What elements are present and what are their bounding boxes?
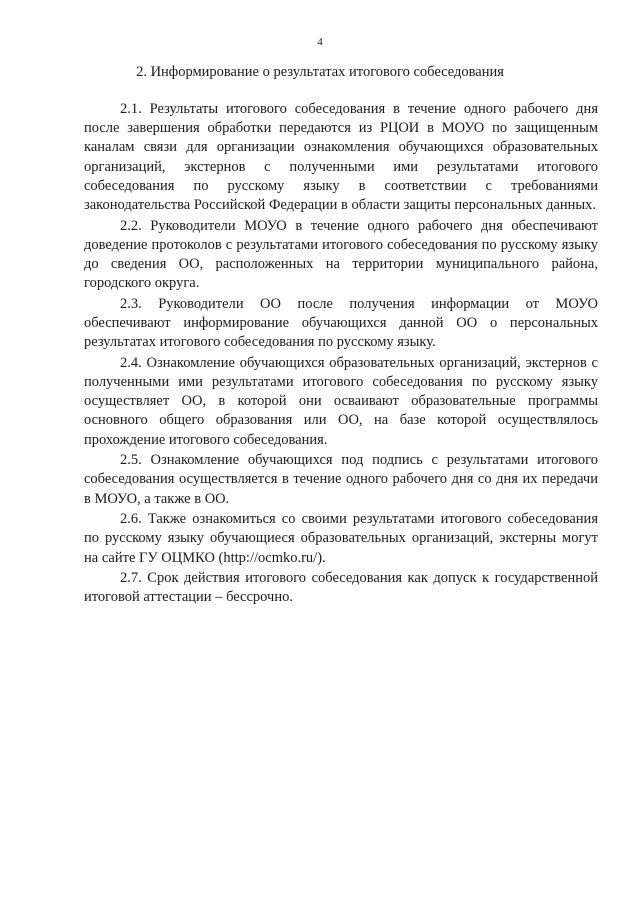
page-number: 4 <box>317 36 323 48</box>
paragraph-2-5: 2.5. Ознакомление обучающихся под подпись с результатами итогового собеседования осуществляется в течение одного рабочего дня со дня их передачи в МОУО, а также в ОО. <box>84 452 598 507</box>
paragraph-2-1: 2.1. Результаты итогового собеседования в течение одного рабочего дня после завершения обработки передаются из РЦОИ в МОУО по защищенным каналам связи для организации ознакомления обучающихся образовательных организаций, экстернов с полученными ими результатами итогового собеседования по русскому языку в соответствии с требованиями законодательства Российской Федерации в области защиты персональных данных. <box>84 101 598 214</box>
paragraph-2-6: 2.6. Также ознакомиться со своими результатами итогового собеседования по русскому языку обучающиеся образовательных организаций, экстерны могут на сайте ГУ ОЦМКО (http://ocmko.ru/). <box>84 511 598 566</box>
paragraph-2-3: 2.3. Руководители ОО после получения информации от МОУО обеспечивают информирование обучающихся данной ОО о персональных результатах итогового собеседования по русскому языку. <box>84 295 598 351</box>
paragraph-2-4: 2.4. Ознакомление обучающихся образовательных организаций, экстернов с полученными ими результатами итогового собеседования по русскому языку осуществляет ОО, в которой они осваивают образовательные программы основного общего образования или ОО, на базе которой осуществлялось прохождение итогового собеседования. <box>84 354 598 448</box>
paragraph-2-7: 2.7. Срок действия итогового собеседования как допуск к государственной итоговой аттестации – бессрочно. <box>84 570 598 606</box>
section-title: 2. Информирование о результатах итогового собеседования <box>136 64 504 80</box>
document-body <box>84 100 598 609</box>
paragraph-2-2: 2.2. Руководители МОУО в течение одного рабочего дня обеспечивают доведение протоколов с результатами итогового собеседования по русскому языку до сведения ОО, расположенных на территории муниципального района, городского округа. <box>84 217 598 292</box>
